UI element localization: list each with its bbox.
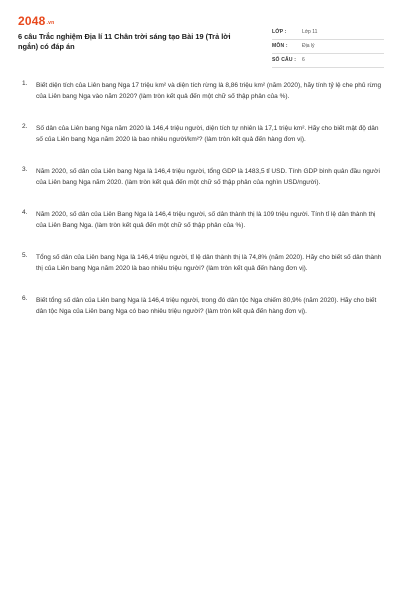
question-number: 1. [22,80,28,87]
question-text: Số dân của Liên bang Nga năm 2020 là 146,4 triệu người, diện tích tự nhiên là 17,1 triệu km². Hãy cho biết mật độ dân số của Liên bang Nga năm 2020 là bao nhiêu người/km²? (làm tròn kết quả đến hàng đơn vị). [36,125,379,143]
question-item [22,123,382,145]
question-number: 2. [22,123,28,130]
question-number: 5. [22,252,28,259]
brand-name: 2048 [18,14,46,28]
site-logo[interactable] [18,14,54,28]
question-text: Tổng số dân của Liên bang Nga là 146,4 triệu người, tỉ lệ dân thành thị là 74,8% (năm 2020). Hãy cho biết số dân thành thị của Liên bang Nga năm 2020 là bao nhiêu triệu người? (làm tròn kết quả đến hàng đơn vị). [36,254,382,272]
question-text: Biết diện tích của Liên bang Nga 17 triệu km² và diện tích rừng là 8,86 triệu km² (năm 2020), hãy tính tỷ lệ che phủ rừng của Liên bang Nga vào năm 2020? (làm tròn kết quả đến một chữ số thập phân của %). [36,82,382,100]
meta-label: MÔN : [272,43,288,49]
question-item [22,295,382,317]
question-item [22,209,382,231]
meta-value: Lớp 11 [302,29,318,35]
meta-row-count [272,54,384,68]
question-number: 3. [22,166,28,173]
question-text: Biết tổng số dân của Liên bang Nga là 146,4 triệu người, trong đó dân tộc Nga chiếm 80,9% (năm 2020). Hãy cho biết dân tộc Nga của Liên bang Nga có bao nhiêu triệu người? (làm tròn kết quả đến hàng đơn vị). [36,297,377,315]
meta-label: LỚP : [272,29,287,35]
meta-label: SỐ CÂU : [272,57,297,63]
question-number: 6. [22,295,28,302]
meta-row-subject [272,40,384,54]
question-number: 4. [22,209,28,216]
meta-value: 6 [302,57,305,63]
metadata-table [272,26,384,68]
question-item [22,252,382,274]
meta-value: Địa lý [302,43,315,49]
question-list [22,80,382,338]
brand-suffix: .vn [46,20,55,26]
meta-row-class [272,26,384,40]
question-item [22,80,382,102]
document-title: 6 câu Trắc nghiệm Địa lí 11 Chân trời sáng tạo Bài 19 (Trả lời ngắn) có đáp án [18,32,231,51]
question-item [22,166,382,188]
document-header [18,14,382,63]
question-text: Năm 2020, số dân của Liên Bang Nga là 146,4 triệu người, số dân thành thị là 109 triệu người. Tính tỉ lệ dân thành thị của Liên Bang Nga. (làm tròn kết quả đến một chữ số thập phân của %). [36,211,376,229]
question-text: Năm 2020, số dân của Liên bang Nga là 146,4 triệu người, tổng GDP là 1483,5 tỉ USD. Tính GDP bình quân đầu người của Liên bang Nga năm 2020. (làm tròn kết quả đến một chữ số thập phân của nghìn USD/người). [36,168,380,186]
